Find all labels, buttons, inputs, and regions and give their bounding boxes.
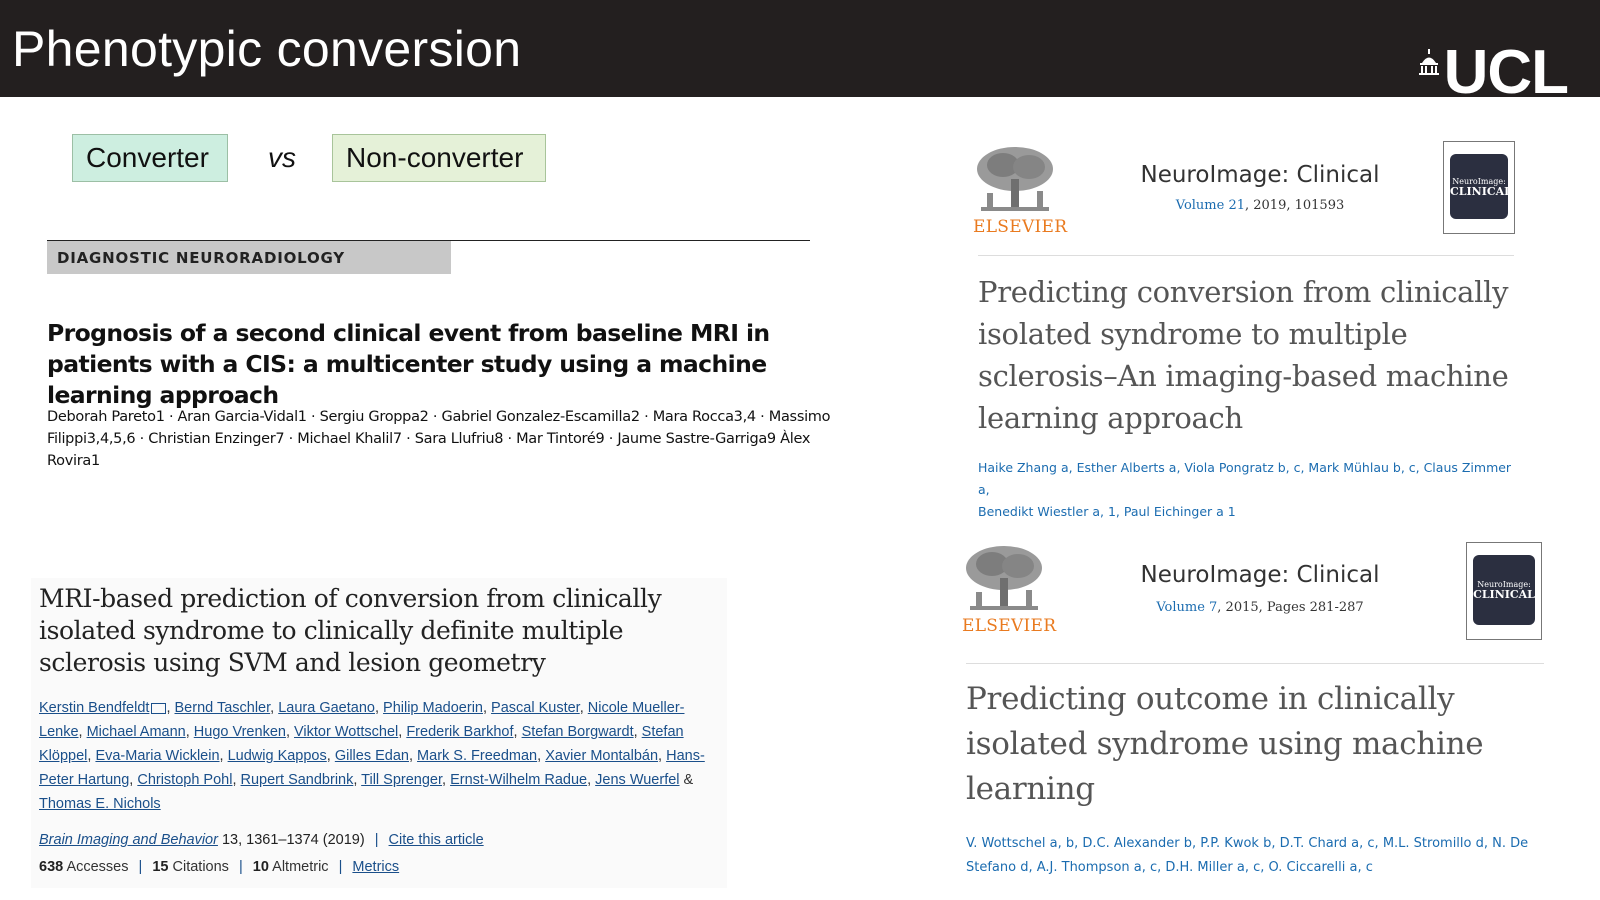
paper2-journal-link[interactable]: Brain Imaging and Behavior	[39, 832, 218, 848]
cover-panel	[1473, 555, 1535, 625]
paper2-volume-info: 13, 1361–1374 (2019)	[221, 832, 365, 848]
cover-clinical: CLINICAL	[1473, 588, 1535, 602]
cover-clinical: CLINICAL	[1450, 185, 1512, 199]
ucl-dome-icon	[1418, 49, 1440, 75]
metrics-link[interactable]: Metrics	[352, 859, 400, 875]
author-link[interactable]: Nicole Mueller-Lenke	[39, 700, 685, 740]
author-link[interactable]: Viktor Wottschel	[294, 724, 399, 740]
author-link[interactable]: Hugo Vrenken	[193, 724, 286, 740]
author-link[interactable]: Pascal Kuster	[491, 700, 580, 716]
altmetric-count: 10	[252, 859, 269, 875]
separator: |	[138, 859, 143, 875]
ucl-wordmark: UCL	[1443, 48, 1568, 97]
author-link[interactable]: Kerstin Bendfeldt	[39, 700, 150, 716]
author-link[interactable]: Ernst-Wilhelm Radue	[450, 772, 588, 788]
paper4-authors[interactable]	[966, 832, 1566, 880]
slide-title: Phenotypic conversion	[12, 21, 522, 77]
paper3-authors-line2[interactable]: Benedikt Wiestler a, 1, Paul Eichinger a 1	[978, 504, 1236, 519]
author-link[interactable]: Gilles Edan	[334, 748, 409, 764]
altmetric-label: Altmetric	[272, 859, 329, 875]
paper4-title: Predicting outcome in clinically isolated syndrome using machine learning	[966, 681, 1484, 807]
paper3-volume-details: , 2019, 101593	[1245, 198, 1345, 213]
paper2-title: MRI-based prediction of conversion from clinically isolated syndrome to clinically definite multiple sclerosis using SVM and lesion geometry	[39, 584, 662, 677]
author-link[interactable]: Rupert Sandbrink	[240, 772, 354, 788]
cite-article-link[interactable]: Cite this article	[388, 832, 484, 848]
elsevier-wordmark: ELSEVIER	[973, 217, 1068, 237]
paper4-volume-details: , 2015, Pages 281-287	[1217, 600, 1364, 615]
paper4-divider	[966, 663, 1544, 664]
paper3-journal-title[interactable]: NeuroImage: Clinical	[1140, 162, 1380, 188]
elsevier-wordmark: ELSEVIER	[962, 616, 1057, 636]
separator: |	[374, 832, 379, 848]
author-link[interactable]: Christoph Pohl	[137, 772, 233, 788]
paper3-volume-line	[1110, 198, 1410, 213]
vs-label: vs	[268, 142, 296, 173]
paper3-journal-cover[interactable]	[1443, 141, 1515, 234]
elsevier-logo	[962, 542, 1057, 636]
author-link[interactable]: Stefan Borgwardt	[521, 724, 634, 740]
cover-text	[1473, 580, 1535, 600]
paper3-authors-line1[interactable]: Haike Zhang a, Esther Alberts a, Viola Pongratz b, c, Mark Mühlau b, c, Claus Zimmer a,	[978, 460, 1512, 497]
paper3-title: Predicting conversion from clinically isolated syndrome to multiple sclerosis–An imaging-based machine learning approach	[978, 275, 1509, 435]
paper4-journal-cover[interactable]	[1466, 542, 1542, 640]
cover-text	[1450, 177, 1512, 199]
author-link[interactable]: Eva-Maria Wicklein	[95, 748, 220, 764]
paper4-authors-line2[interactable]: Stefano d, A.J. Thompson a, c, D.H. Miller a, c, O. Ciccarelli a, c	[966, 860, 1373, 875]
ucl-logo	[1418, 48, 1568, 97]
elsevier-tree-icon	[962, 542, 1046, 614]
paper3-divider	[978, 255, 1514, 256]
author-link[interactable]: Bernd Taschler	[174, 700, 271, 716]
paper2-journal-line	[39, 832, 484, 848]
paper4-volume-link[interactable]: Volume 7	[1156, 600, 1218, 615]
paper2-metrics-line	[39, 859, 399, 875]
non-converter-label: Non-converter	[332, 134, 546, 182]
citations-label: Citations	[172, 859, 229, 875]
separator: |	[238, 859, 243, 875]
author-link[interactable]: Thomas E. Nichols	[39, 796, 161, 812]
author-link[interactable]: Michael Amann	[86, 724, 186, 740]
cover-panel	[1450, 154, 1512, 219]
author-link[interactable]: Xavier Montalbán	[545, 748, 659, 764]
elsevier-logo	[973, 143, 1068, 237]
paper1-section-bar	[47, 241, 451, 274]
author-link[interactable]: Frederik Barkhof	[406, 724, 514, 740]
citations-count: 15	[152, 859, 169, 875]
author-link[interactable]: Jens Wuerfel	[595, 772, 680, 788]
paper1-authors: Deborah Pareto1 · Aran Garcia-Vidal1 · Sergiu Groppa2 · Gabriel Gonzalez-Escamilla2 · Mara Rocca3,4 · Massimo Filippi3,4,5,6 · Christian Enzinger7 · Michael Khalil7 · Sara Llufriu8 · Mar Tintoré9 · Jaume Sastre-Garriga9 Àlex Rovira1	[47, 409, 831, 469]
author-link[interactable]: Mark S. Freedman	[417, 748, 538, 764]
paper4-journal-title[interactable]: NeuroImage: Clinical	[1140, 562, 1380, 588]
accesses-count: 638	[39, 859, 64, 875]
paper2-authors: Kerstin Bendfeldt , Bernd Taschler, Laura Gaetano, Philip Madoerin, Pascal Kuster, Nicole Mueller-Lenke, Michael Amann, Hugo Vrenken, Viktor Wottschel, Frederik Barkhof, Stefan Borgwardt, Stefan Klöppel, Eva-Maria Wicklein, Ludwig Kappos, Gilles Edan, Mark S. Freedman, Xavier Montalbán, Hans-Peter Hartung, Christoph Pohl, Rupert Sandbrink, Till Sprenger, Ernst-Wilhelm Radue, Jens Wuerfel & Thomas E. Nichols	[39, 700, 705, 812]
converter-label: Converter	[72, 134, 228, 182]
accesses-label: Accesses	[66, 859, 129, 875]
slide-header	[0, 0, 1600, 97]
elsevier-tree-icon	[973, 143, 1057, 215]
paper4-authors-line1[interactable]: V. Wottschel a, b, D.C. Alexander b, P.P. Kwok b, D.T. Chard a, c, M.L. Stromillo d, N. De	[966, 836, 1529, 851]
mail-icon[interactable]	[151, 703, 166, 714]
paper4-volume-line	[1110, 600, 1410, 615]
paper1-section-label: DIAGNOSTIC NEURORADIOLOGY	[57, 249, 345, 267]
author-link[interactable]: Laura Gaetano	[278, 700, 375, 716]
paper3-volume-link[interactable]: Volume 21	[1175, 198, 1245, 213]
author-link[interactable]: Philip Madoerin	[383, 700, 483, 716]
author-link[interactable]: Hans-Peter Hartung	[39, 748, 705, 788]
paper1-title: Prognosis of a second clinical event from baseline MRI in patients with a CIS: a multicenter study using a machine learning approach	[47, 319, 770, 409]
author-link[interactable]: Ludwig Kappos	[227, 748, 327, 764]
author-link[interactable]: Till Sprenger	[361, 772, 443, 788]
cover-journal-name: NeuroImage:	[1477, 580, 1531, 590]
separator: |	[338, 859, 343, 875]
author-link[interactable]: Stefan Klöppel	[39, 724, 684, 764]
paper3-authors[interactable]	[978, 457, 1518, 523]
cover-journal-name: NeuroImage:	[1452, 177, 1506, 187]
